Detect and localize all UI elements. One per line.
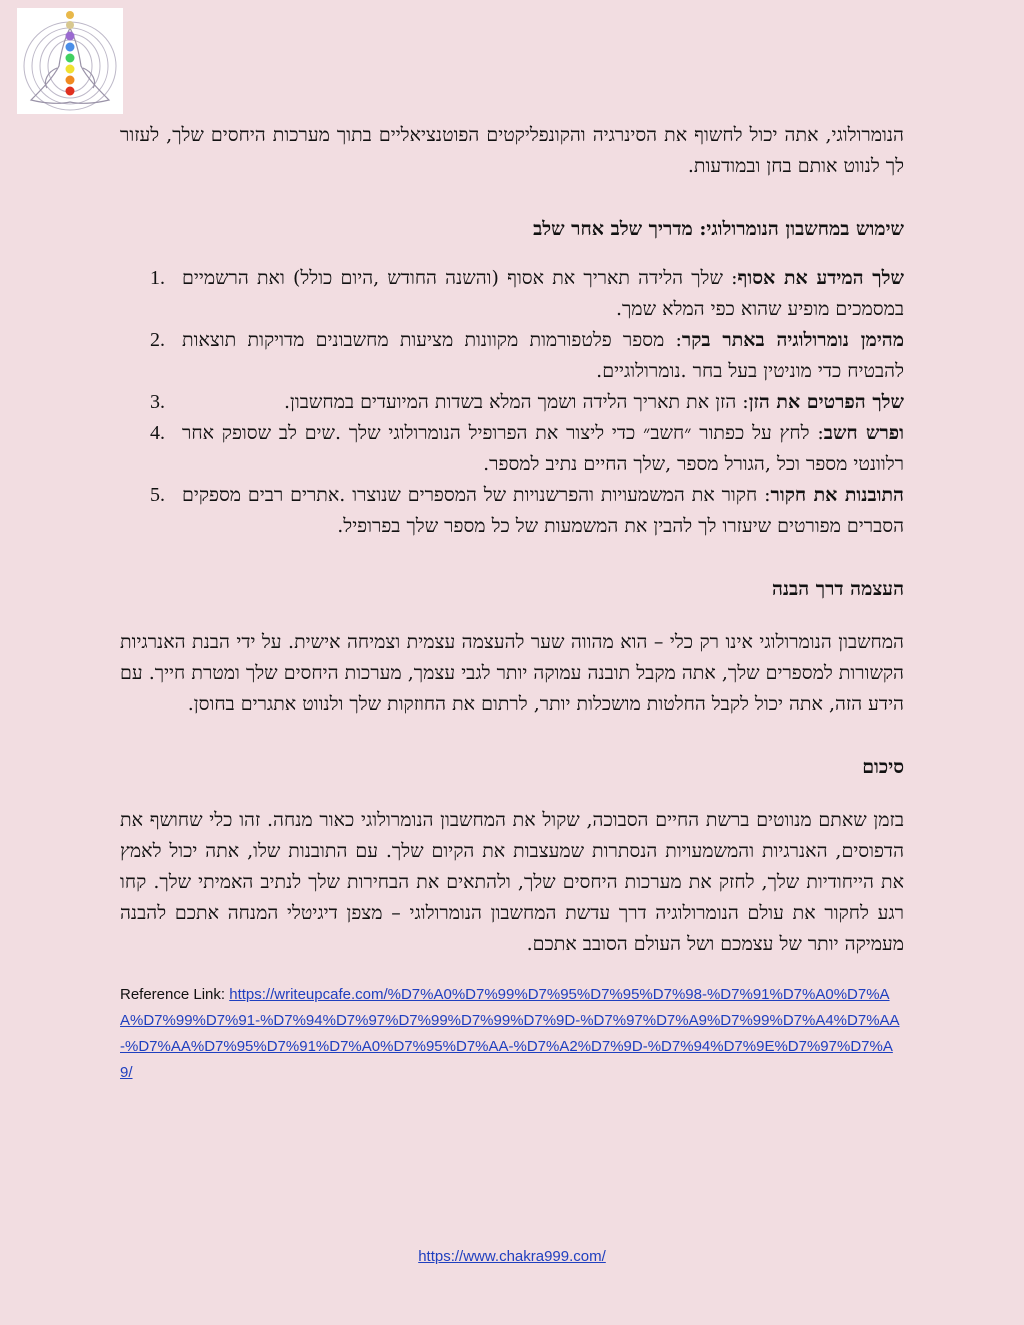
document-body (120, 120, 904, 1086)
step-text: : מספר פלטפורמות מקוונות מציעות מחשבונים מדויקות תוצאות להבטיח כדי מוניטין בעל בחר .נומרולוגיים. (182, 329, 904, 382)
list-item (120, 418, 904, 480)
empowerment-heading: העצמה דרך הבנה (771, 578, 904, 600)
summary-heading: סיכום (862, 756, 904, 778)
intro-paragraph: הנומרולוגי, אתה יכול לחשוף את הסינרגיה והקונפליקטים הפוטנציאליים בתוך מערכות היחסים שלך, לעזור לך לנווט אותם בחן ובמודעות. (120, 124, 904, 177)
list-item (120, 480, 904, 542)
step-text: : הזן את תאריך הלידה ושמך המלא בשדות המיועדים במחשבון. (284, 391, 749, 413)
chakra-logo (17, 8, 123, 114)
step-title: שלך הפרטים את הזן (748, 391, 904, 413)
reference-link[interactable]: https://writeupcafe.com/%D7%A0%D7%99%D7%95%D7%95%D7%98-%D7%91%D7%A0%D7%AA%D7%99%D7%91-%D7%94%D7%97%D7%99%D7%99%D7%9D-%D7%97%D7%A9%D7%99%D7%A4%D7%AA-%D7%AA%D7%95%D7%91%D7%A0%D7%95%D7%AA-%D7%A2%D7%9D-%D7%94%D7%9E%D7%97%D7%A9/ (120, 986, 900, 1081)
step-title: שלך המידע את אסוף (737, 267, 904, 289)
step-number: 5. (150, 484, 165, 506)
list-item (120, 387, 904, 418)
step-number: 4. (150, 422, 165, 444)
step-text: : חקור את המשמעויות והפרשנויות של המספרים שנוצרו .אתרים רבים מספקים הסברים מפורטים שיעזרו לך להבין את המשמעות של כל מספר שלך בפרופיל. (182, 484, 904, 537)
reference-link-block (120, 982, 904, 1086)
step-number: 2. (150, 329, 165, 351)
list-item (120, 325, 904, 387)
footer-website-link[interactable]: https://www.chakra999.com/ (418, 1248, 606, 1265)
step-number: 3. (150, 391, 165, 413)
step-text: : לחץ על כפתור ״חשב״ כדי ליצור את הפרופיל הנומרולוגי שלך .שים לב שסופק אחר רלוונטי מספר וכל ,הגורל מספר ,שלך החיים נתיב למספר. (182, 422, 904, 475)
list-item (120, 263, 904, 325)
step-title: התובנות את חקור (770, 484, 904, 506)
guide-heading: שימוש במחשבון הנומרולוגי: מדריך שלב אחר שלב (533, 218, 904, 240)
step-number: 1. (150, 267, 165, 289)
empowerment-paragraph: המחשבון הנומרולוגי אינו רק כלי – הוא מהווה שער להעצמה עצמית וצמיחה אישית. על ידי הבנת האנרגיות הקשורות למספרים שלך, אתה מקבל תובנה עמוקה יותר לגבי עצמך, מערכות היחסים שלך ומטרת חייך. עם הידע הזה, אתה יכול לקבל החלטות מושכלות יותר, לרתום את החוזקות שלך ולנווט אתגרים בחוסן. (120, 631, 904, 715)
guide-steps-list (120, 263, 904, 542)
step-text: : שלך הלידה תאריך את אסוף (והשנה החודש ,היום כולל) ואת הרשמיים במסמכים מופיע שהוא כפי המלא שמך. (182, 267, 904, 320)
chakra-meditation-figure-icon (17, 8, 123, 114)
summary-paragraph: בזמן שאתם מנווטים ברשת החיים הסבוכה, שקול את המחשבון הנומרולוגי כאור מנחה. זהו כלי שחושף את הדפוסים, האנרגיות והמשמעויות הנסתרות שמעצבות את הקיום שלך. עם התובנות שלו, אתה יכול לאמץ את הייחודיות שלך, לחזק את מערכות היחסים שלך, ולהתאים את הבחירות שלך לנתיב האמיתי שלך. קחו רגע לחקור את עולם הנומרולוגיה דרך עדשת המחשבון הנומרולוגי – מצפן דיגיטלי המנחה אתכם להבנה מעמיקה יותר של עצמכם ושל העולם הסובב אתכם. (120, 809, 904, 955)
reference-label: Reference Link: (120, 986, 230, 1003)
step-title: מהימן נומרולוגיה באתר בקר (681, 329, 904, 351)
step-title: ופרש חשב (823, 422, 905, 444)
footer (0, 1248, 1024, 1265)
